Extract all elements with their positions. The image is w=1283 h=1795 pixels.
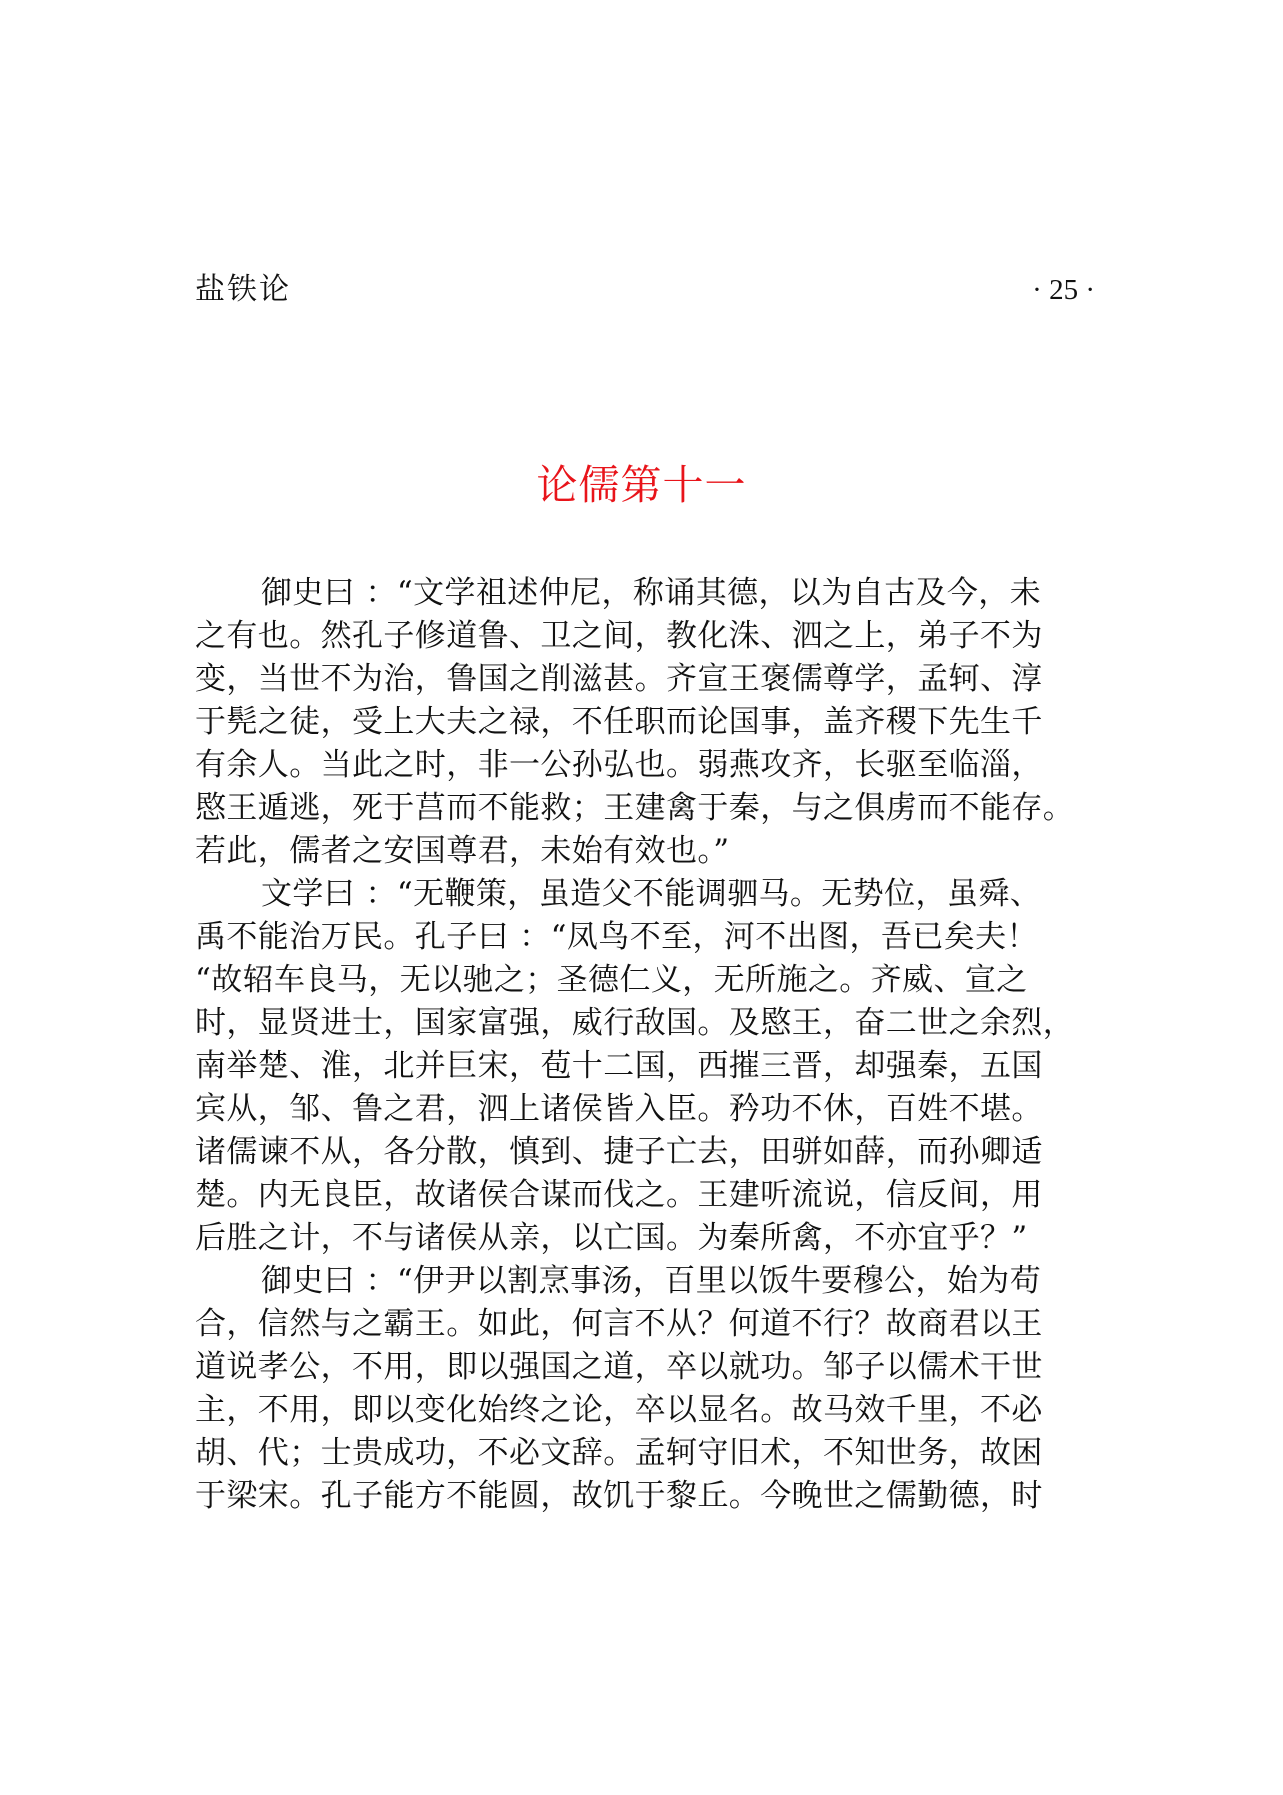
text-line: 道说孝公，不用，即以强国之道，卒以就功。邹子以儒术干世 xyxy=(195,1349,1043,1385)
text-line: 之有也。然孔子修道鲁、卫之间，教化洙、泗之上，弟子不为 xyxy=(195,618,1043,654)
page-number: · 25 · xyxy=(1032,274,1095,306)
text-line: 宾从，邹、鲁之君，泗上诸侯皆入臣。矜功不休，百姓不堪。 xyxy=(195,1091,1043,1127)
text-line: 愍王遁逃，死于莒而不能救；王建禽于秦，与之俱虏而不能存。 xyxy=(195,790,1075,826)
text-line: 楚。内无良臣，故诸侯合谋而伐之。王建听流说，信反间，用 xyxy=(195,1177,1043,1213)
text-line: 后胜之计，不与诸侯从亲，以亡国。为秦所禽，不亦宜乎？” xyxy=(195,1220,1028,1256)
text-line: 诸儒谏不从，各分散，慎到、捷子亡去，田骈如薛，而孙卿适 xyxy=(195,1134,1043,1170)
text-line: 于髡之徒，受上大夫之禄，不任职而论国事，盖齐稷下先生千 xyxy=(195,704,1043,740)
text-line: 若此，儒者之安国尊君，未始有效也。” xyxy=(195,833,730,869)
body-text xyxy=(195,572,1125,1518)
text-line: 禹不能治万民。孔子曰 ：“凤鸟不至，河不出图，吾已矣夫！ xyxy=(195,919,1038,955)
text-line: 有余人。当此之时，非一公孙弘也。弱燕攻齐，长驱至临淄， xyxy=(195,747,1043,783)
text-line: 御史曰 ：“伊尹以割烹事汤，百里以饭牛要穆公，始为苟 xyxy=(261,1263,1042,1299)
text-line: “故轺车良马，无以驰之；圣德仁义，无所施之。齐威、宣之 xyxy=(195,962,1028,998)
text-line: 于梁宋。孔子能方不能圆，故饥于黎丘。今晚世之儒勤德，时 xyxy=(195,1478,1043,1514)
text-line: 时，显贤进士，国家富强，威行敌国。及愍王，奋二世之余烈， xyxy=(195,1005,1075,1041)
text-line: 御史曰 ：“文学祖述仲尼，称诵其德，以为自古及今，未 xyxy=(261,575,1042,611)
text-line: 合，信然与之霸王。如此，何言不从？何道不行？故商君以王 xyxy=(195,1306,1043,1342)
paragraph xyxy=(195,572,1125,873)
paragraph xyxy=(195,1260,1125,1518)
text-line: 文学曰 ：“无鞭策，虽造父不能调驷马。无势位，虽舜、 xyxy=(261,876,1042,912)
chapter-title: 论儒第十一 xyxy=(536,461,747,509)
text-line: 主，不用，即以变化始终之论，卒以显名。故马效千里，不必 xyxy=(195,1392,1043,1428)
book-title: 盐铁论 xyxy=(195,272,291,307)
running-header xyxy=(195,268,1095,312)
text-line: 变，当世不为治，鲁国之削滋甚。齐宣王褒儒尊学，孟轲、淳 xyxy=(195,661,1043,697)
text-line: 南举楚、淮，北并巨宋，苞十二国，西摧三晋，却强秦，五国 xyxy=(195,1048,1043,1084)
paragraph xyxy=(195,873,1125,1260)
text-line: 胡、代；士贵成功，不必文辞。孟轲守旧术，不知世务，故困 xyxy=(195,1435,1043,1471)
